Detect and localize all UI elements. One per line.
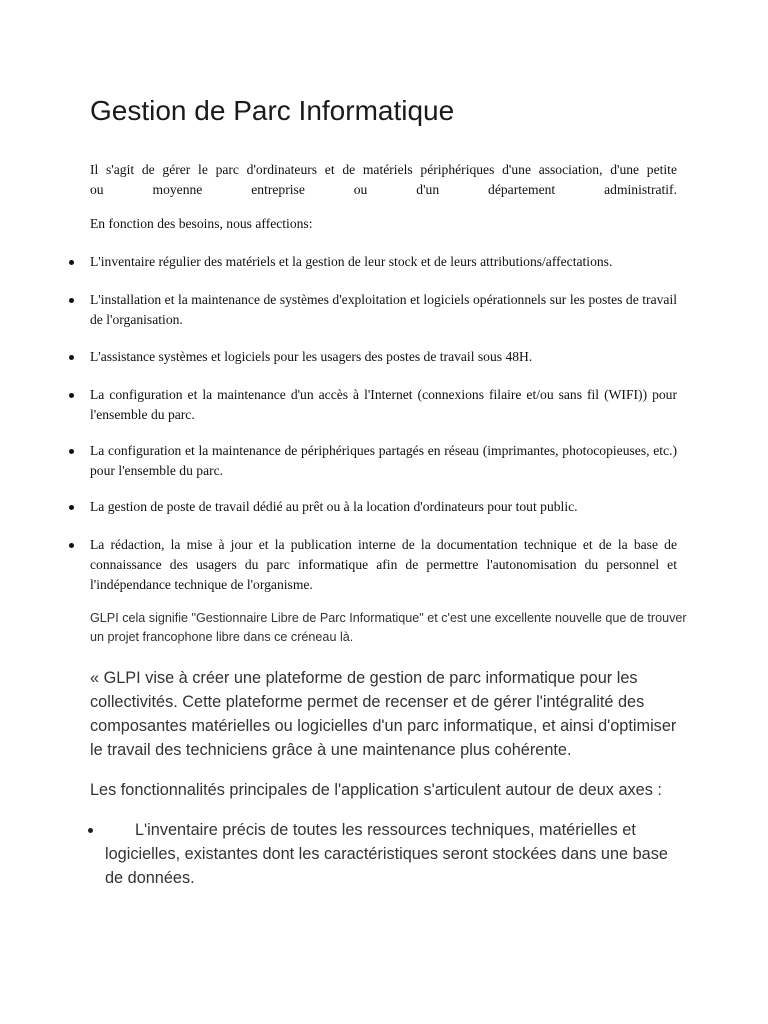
bullet-icon: [69, 393, 74, 398]
list-item: [90, 535, 677, 595]
bullet-icon: [69, 449, 74, 454]
list-item-text: L'installation et la maintenance de systèmes d'exploitation et logiciels opérationnels sur les postes de travail de l'organisation.: [90, 292, 677, 327]
bullet-icon: [69, 260, 74, 265]
glpi-quote: « GLPI vise à créer une plateforme de gestion de parc informatique pour les collectivités. Cette plateforme permet de recenser et de gérer l'intégralité des composantes matérielles ou logicielles d'un parc informatique, et ainsi d'optimiser le travail des techniciens grâce à une maintenance plus cohérente.: [90, 669, 677, 759]
feature-item-text: L'inventaire précis de toutes les ressources techniques, matérielles et logicielles, existantes dont les caractéristiques seront stockées dans une base de données.: [105, 821, 668, 887]
list-item-text: La rédaction, la mise à jour et la publication interne de la documentation technique et de la base de connaissance des usagers du parc informatique afin de permettre l'autonomisation du personnel et l'indépendance technique de l'organisme.: [90, 537, 677, 592]
list-item: [90, 497, 677, 517]
list-item: [90, 252, 677, 272]
list-item: [90, 347, 677, 367]
intro-line-2: ou moyenne entreprise ou d'un département administratif.: [90, 182, 677, 197]
bullet-icon: [88, 828, 93, 833]
list-item-text: L'inventaire régulier des matériels et la gestion de leur stock et de leurs attributions/affectations.: [90, 254, 613, 269]
glpi-note: GLPI cela signifie "Gestionnaire Libre de Parc Informatique" et c'est une excellente nouvelle que de trouver un projet francophone libre dans ce créneau là.: [90, 611, 687, 644]
list-item-text: La configuration et la maintenance d'un accès à l'Internet (connexions filaire et/ou sans fil (WIFI)) pour l'ensemble du parc.: [90, 387, 677, 422]
feature-item: [105, 818, 675, 890]
bullet-icon: [69, 355, 74, 360]
bullet-icon: [69, 298, 74, 303]
list-item: [90, 290, 677, 330]
list-item-text: La configuration et la maintenance de périphériques partagés en réseau (imprimantes, photocopieuses, etc.) pour l'ensemble du parc.: [90, 443, 677, 478]
list-item-text: L'assistance systèmes et logiciels pour les usagers des postes de travail sous 48H.: [90, 349, 533, 364]
bullet-icon: [69, 543, 74, 548]
intro-line-1: Il s'agit de gérer le parc d'ordinateurs et de matériels périphériques d'une association, d'une petite: [90, 162, 677, 177]
needs-intro: En fonction des besoins, nous affections:: [90, 216, 313, 231]
list-item-text: La gestion de poste de travail dédié au prêt ou à la location d'ordinateurs pour tout public.: [90, 499, 578, 514]
list-item: [90, 441, 677, 481]
page-title: Gestion de Parc Informatique: [90, 95, 455, 126]
bullet-icon: [69, 505, 74, 510]
features-intro: Les fonctionnalités principales de l'application s'articulent autour de deux axes :: [90, 781, 662, 799]
intro-paragraph: [90, 160, 677, 200]
list-item: [90, 385, 677, 425]
